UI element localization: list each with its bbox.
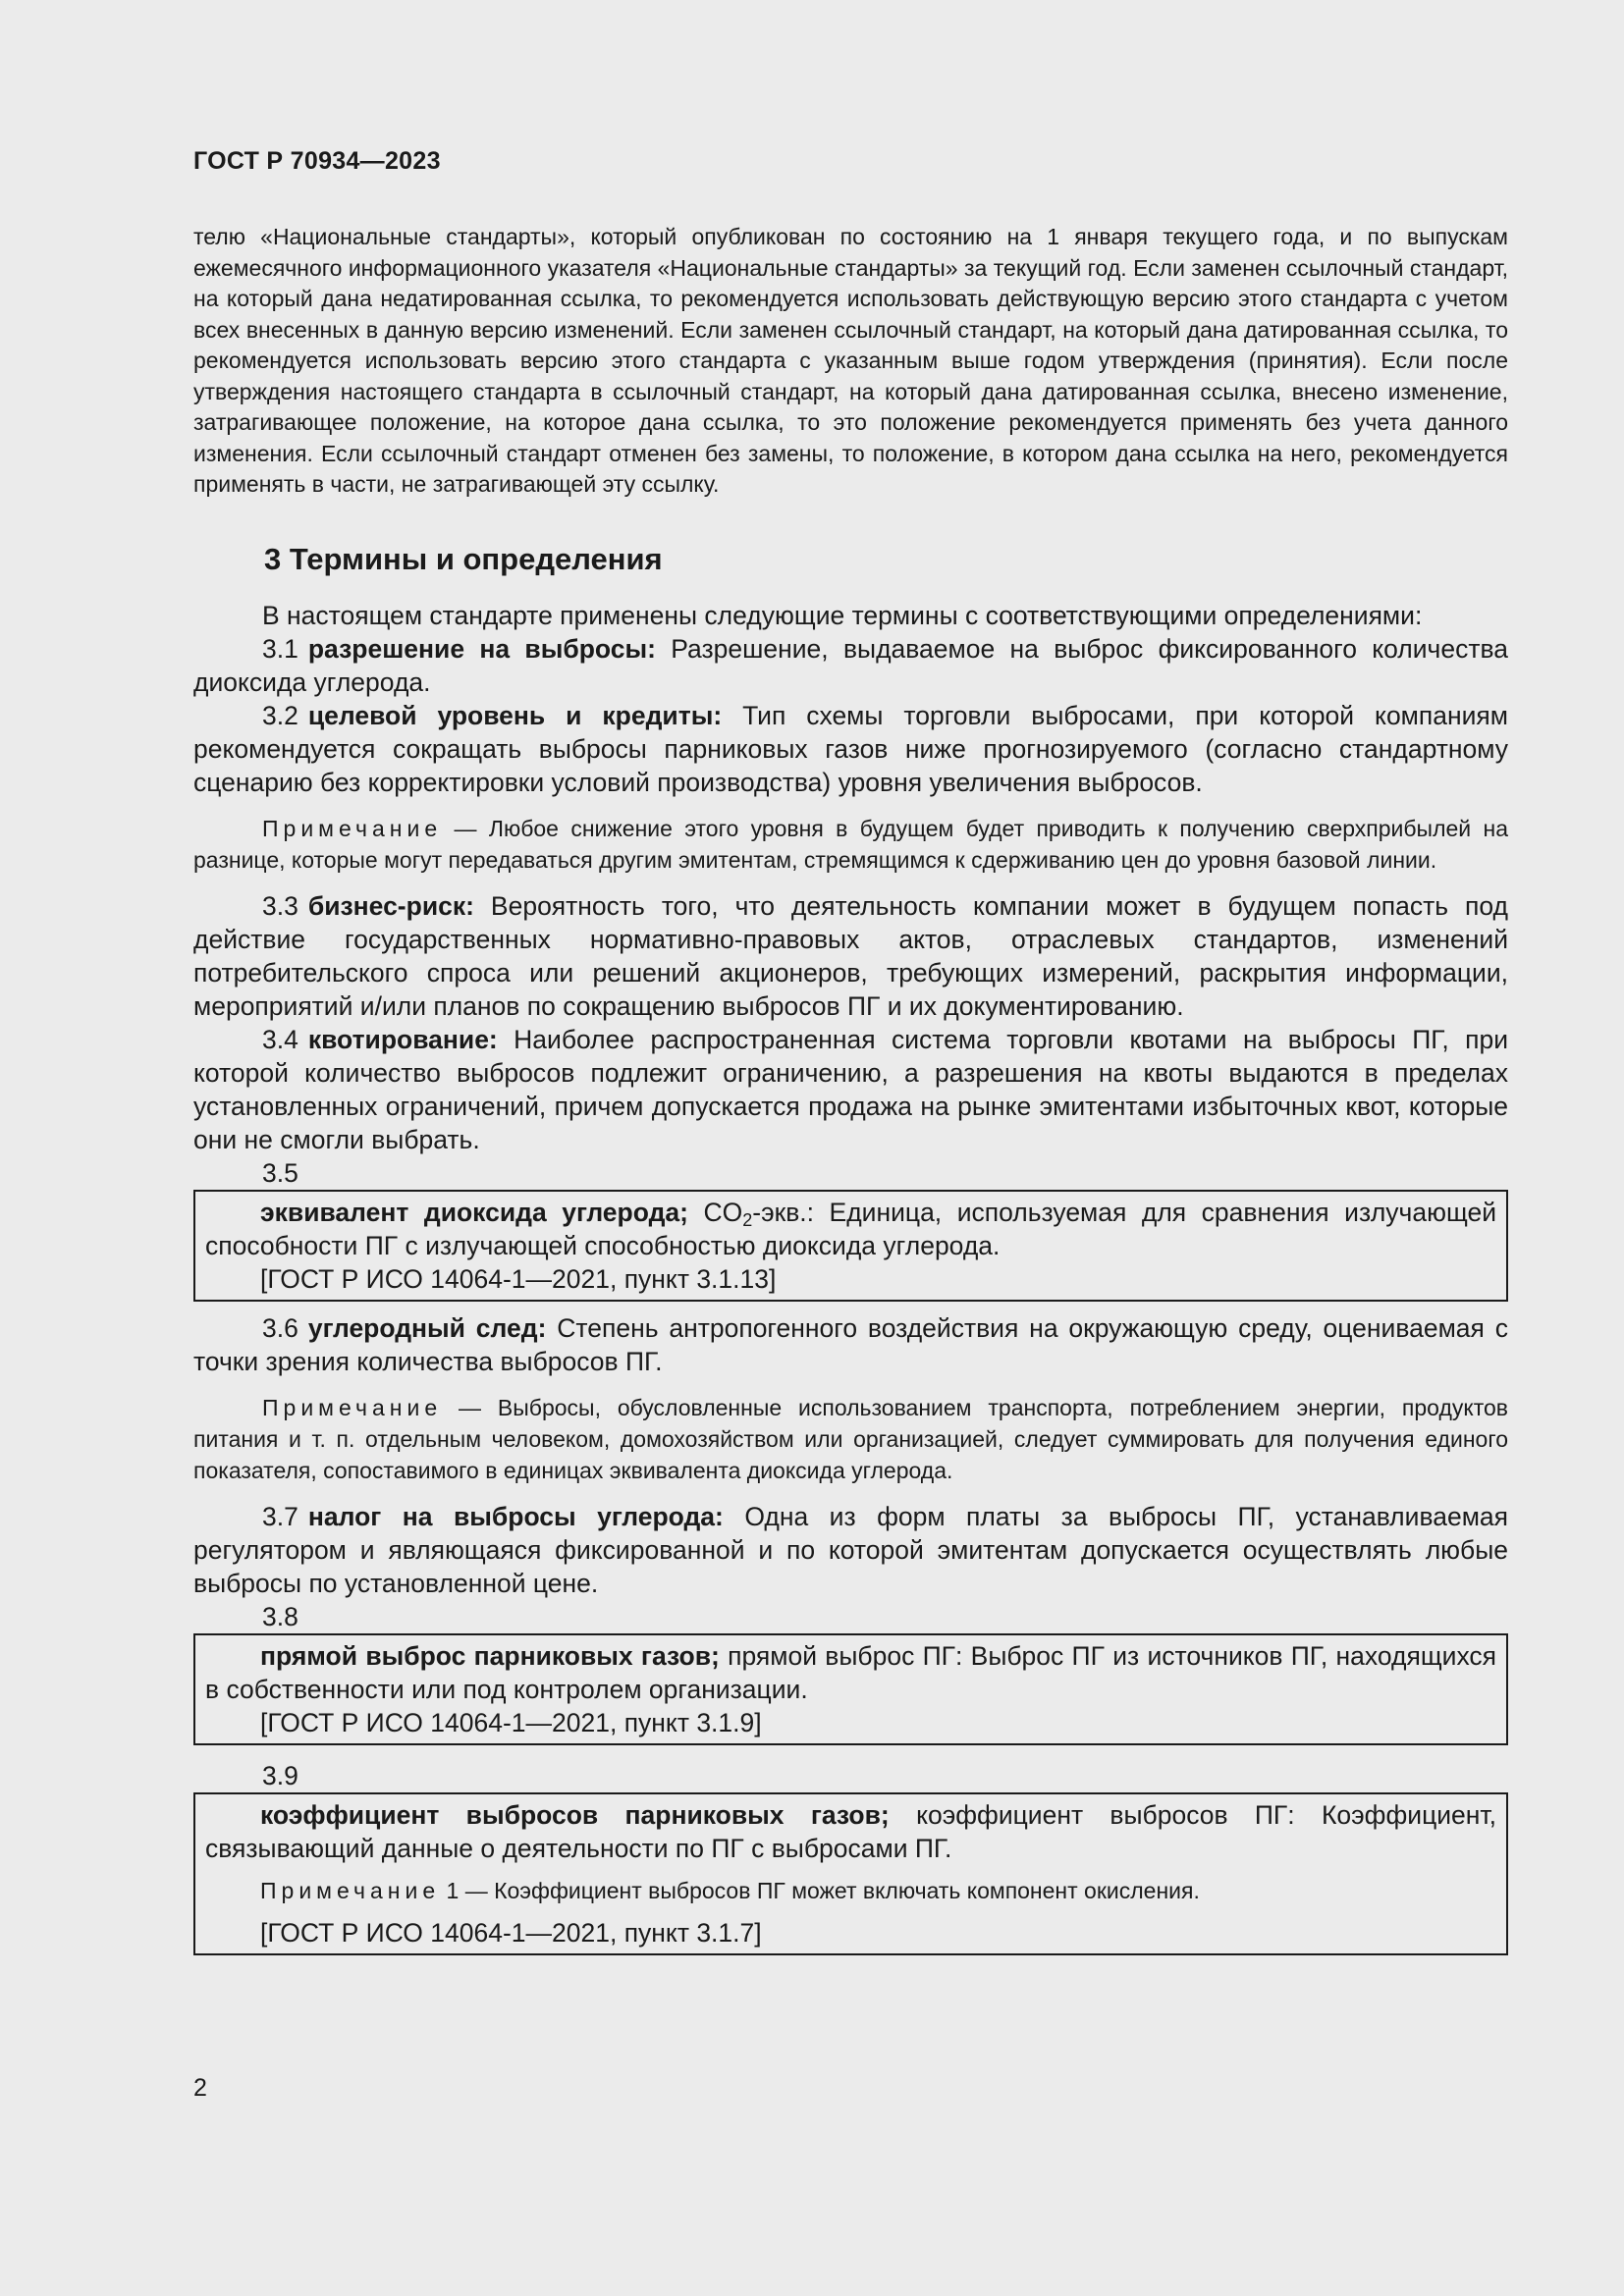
term-definition-post: -экв.: Единица, используемая для сравнения излучающей способности ПГ с излучающей способностью диоксида углерода. <box>205 1197 1496 1260</box>
term-definition: прямой выброс ПГ: Выброс ПГ из источников ПГ, находящихся в собственности или под контролем организации. <box>205 1640 1496 1704</box>
term-number: 3.3 <box>262 890 298 921</box>
term-3-2 <box>193 699 1508 799</box>
term-name: налог на выбросы углерода: <box>307 1501 724 1531</box>
term-3-1 <box>193 632 1508 699</box>
term-definition-pre: CO <box>687 1197 743 1227</box>
term-number: 3.7 <box>262 1501 298 1531</box>
section-lead: В настоящем стандарте применены следующие термины с соответствующими определениями: <box>262 600 1423 630</box>
subscript: 2 <box>742 1209 753 1230</box>
note-3-6 <box>193 1392 1508 1486</box>
page-content <box>193 222 1508 1965</box>
term-3-7 <box>193 1500 1508 1600</box>
term-definition: Вероятность того, что деятельность компании может в будущем попасть под действие государственных нормативно-правовых актов, отраслевых стандартов, изменений потребительского спроса или решений акционеров, требующих измерений, раскрытия информации, мероприятий и/или планов по сокращению выбросов ПГ и их документированию. <box>193 890 1508 1021</box>
section-title: 3 Термины и определения <box>264 541 663 576</box>
term-number-3-9: 3.9 <box>262 1760 298 1790</box>
page-number: 2 <box>193 2074 207 2102</box>
term-definition: Одна из форм платы за выбросы ПГ, устанавливаемая регулятором и являющаяся фиксированной и по которой эмитентам допускается осуществлять любые выбросы по установленной цене. <box>193 1501 1509 1598</box>
term-3-3 <box>193 889 1508 1023</box>
note-text: — Любое снижение этого уровня в будущем будет приводить к получению сверхприбылей на разнице, которые могут передаваться другим эмитентам, стремящимся к сдерживанию цен до уровня базовой линии. <box>193 815 1508 873</box>
term-name: разрешение на выбросы: <box>307 633 656 664</box>
term-definition: Наиболее распространенная система торговли квотами на выбросы ПГ, при которой количество выбросов подлежит ограничению, а разрешения на квоты выдаются в пределах установленных ограничений, причем допускается продажа на рынке эмитентами избыточных квот, которые они не смогли выбрать. <box>193 1024 1508 1154</box>
term-name: коэффициент выбросов парниковых газов; <box>260 1799 890 1830</box>
note-text: — Выбросы, обусловленные использованием транспорта, потреблением энергии, продуктов питания и т. п. отдельным человеком, домохозяйством или организацией, следует суммировать для получения единого показателя, сопоставимого в единицах эквивалента диоксида углерода. <box>193 1394 1508 1483</box>
term-box-3-8 <box>193 1633 1508 1745</box>
term-definition: коэффициент выбросов ПГ: Коэффициент, связывающий данные о деятельности по ПГ с выбросами ПГ. <box>205 1799 1496 1863</box>
term-3-8 <box>205 1639 1496 1706</box>
term-number: 3.2 <box>262 700 298 730</box>
term-name: эквивалент диоксида углерода; <box>260 1197 688 1227</box>
note-3-2 <box>193 813 1508 876</box>
term-definition: Разрешение, выдаваемое на выброс фиксированного количества диоксида углерода. <box>193 633 1509 697</box>
note-text: 1 — Коэффициент выбросов ПГ может включать компонент окисления. <box>440 1877 1200 1903</box>
term-definition: Тип схемы торговли выбросами, при которой компаниям рекомендуется сокращать выбросы парниковых газов ниже прогнозируемого (согласно стандартному сценарию без корректировки условий производства) уровня увеличения выбросов. <box>193 700 1508 797</box>
note-label: Примечание <box>260 1877 441 1903</box>
term-number: 3.6 <box>262 1312 298 1343</box>
term-box-3-9 <box>193 1792 1508 1955</box>
term-name: углеродный след: <box>307 1312 547 1343</box>
term-number: 3.4 <box>262 1024 298 1054</box>
term-3-4 <box>193 1023 1508 1156</box>
term-name: бизнес-риск: <box>307 890 474 921</box>
term-number-3-8: 3.8 <box>262 1601 298 1631</box>
note-label: Примечание <box>262 815 443 841</box>
term-number: 3.1 <box>262 633 298 664</box>
term-source: [ГОСТ Р ИСО 14064-1—2021, пункт 3.1.9] <box>260 1707 762 1737</box>
term-box-3-5 <box>193 1190 1508 1302</box>
term-source: [ГОСТ Р ИСО 14064-1—2021, пункт 3.1.7] <box>260 1917 762 1948</box>
term-name: целевой уровень и кредиты: <box>307 700 723 730</box>
term-3-9 <box>205 1798 1496 1865</box>
term-definition: Степень антропогенного воздействия на окружающую среду, оцениваемая с точки зрения количества выбросов ПГ. <box>193 1312 1508 1376</box>
note-label: Примечание <box>262 1394 443 1420</box>
note-3-9 <box>205 1875 1496 1906</box>
term-number-3-5: 3.5 <box>262 1157 298 1188</box>
term-name: прямой выброс парниковых газов; <box>260 1640 720 1671</box>
document-header: ГОСТ Р 70934—2023 <box>193 147 441 175</box>
intro-paragraph: телю «Национальные стандарты», который опубликован по состоянию на 1 января текущего года, и по выпускам ежемесячного информационного указателя «Национальные стандарты» за текущий год. Если заменен ссылочный стандарт, на который дана недатированная ссылка, то рекомендуется использовать действующую версию этого стандарта с учетом всех внесенных в данную версию изменений. Если заменен ссылочный стандарт, на который дана датированная ссылка, то рекомендуется использовать версию этого стандарта с указанным выше годом утверждения (принятия). Если после утверждения настоящего стандарта в ссылочный стандарт, на который дана датированная ссылка, внесено изменение, затрагивающее положение, на которое дана ссылка, то это положение рекомендуется применять без учета данного изменения. Если ссылочный стандарт отменен без замены, то положение, в котором дана ссылка на него, рекомендуется применять в части, не затрагивающей эту ссылку. <box>193 224 1508 497</box>
term-source: [ГОСТ Р ИСО 14064-1—2021, пункт 3.1.13] <box>260 1263 777 1294</box>
term-3-5 <box>205 1196 1496 1262</box>
term-3-6 <box>193 1311 1508 1378</box>
term-name: квотирование: <box>307 1024 498 1054</box>
